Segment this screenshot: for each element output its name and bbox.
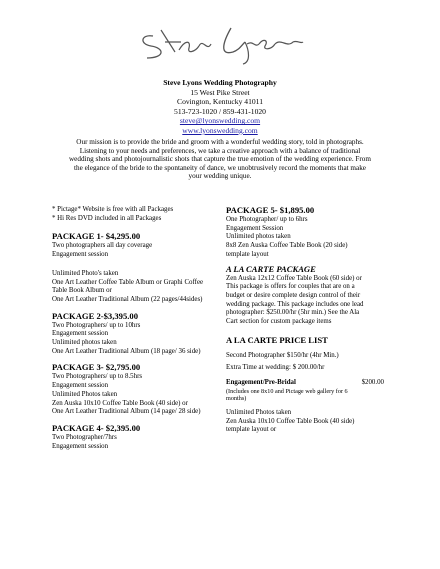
package-2-heading: PACKAGE 2-$3,395.00 [52, 310, 139, 321]
package-1-line: Unlimited Photo's taken [52, 269, 119, 277]
package-1-line: Table Book Album or [52, 287, 112, 295]
package-5-line: Engagement Session [226, 224, 284, 232]
package-2-line: Engagement session [52, 330, 109, 338]
street-address: 15 West Pike Street [190, 87, 250, 97]
package-3-line: Unlimited Photos taken [52, 390, 118, 398]
package-4-line: Two Photographer/7hrs [52, 433, 117, 441]
package-3-heading: PACKAGE 3- $2,795.00 [52, 362, 141, 373]
bridal-price: $200.00 [361, 379, 384, 387]
package-2-line: One Art Leather Traditional Album (18 page/ 36 side) [52, 347, 201, 355]
package-note: * Hi Res DVD included in all Packages [52, 214, 162, 222]
email-link[interactable]: steve@lyonswedding.com [179, 116, 261, 126]
package-2-line: Two Photographers/ up to 10hrs [52, 321, 141, 329]
mission-statement [44, 138, 396, 181]
price-list-line: template layout or [226, 426, 277, 434]
price-list-line: Unlimited Photos taken [226, 409, 292, 417]
package-3-line: Zen Auska 10x10 Coffee Table Book (40 side) or [52, 399, 188, 407]
business-name: Steve Lyons Wedding Photography [163, 78, 277, 87]
right-column [226, 205, 406, 435]
package-1-line: One Art Leather Traditional Album (22 pages/44sides) [52, 295, 203, 303]
price-list-heading: A LA CARTE PRICE LIST [226, 334, 328, 345]
second-photographer-price: Second Photographer $150/hr (4hr Min.) [226, 351, 339, 359]
mission-line: Listening to your needs and preferences, we take a creative approach with a balance of traditional [79, 146, 361, 155]
package-1-line: Two photographers all day coverage [52, 242, 153, 250]
a-la-carte-line: Zen Auska 12x12 Coffee Table Book (60 side) or [226, 274, 362, 282]
package-note: * Pictage* Website is free with all Packages [52, 206, 174, 213]
a-la-carte-line: budget or desire complete design control of their [226, 291, 361, 299]
mission-line: wedding shots and photojournalistic shots that capture the true emotion of the wedding experience. From [68, 155, 371, 164]
package-5-line: 8x8 Zen Auska Coffee Table Book (20 side) [226, 242, 348, 250]
phone-numbers: 513-723-1020 / 859-431-1020 [174, 106, 266, 116]
extra-time-price: Extra Time at wedding: $ 200.00/hr [226, 364, 325, 372]
package-4-line: Engagement session [52, 442, 109, 450]
bridal-note: (Includes one 8x10 and Pictage web gallery for 6 [226, 387, 348, 395]
price-list-line: Zen Auska 10x10 Coffee Table Book (40 side) [226, 417, 355, 425]
package-3-line: One Art Leather Traditional Album (14 page/ 28 side) [52, 408, 201, 416]
package-5-heading: PACKAGE 5- $1,895.00 [226, 205, 315, 215]
website-link[interactable]: www.lyonswedding.com [182, 125, 258, 135]
city-address: Covington, Kentucky 41011 [177, 97, 263, 107]
bridal-note: months) [226, 395, 247, 403]
package-2-line: Unlimited photos taken [52, 339, 117, 347]
a-la-carte-line: wedding package. This package includes one lead [226, 300, 364, 308]
package-3-line: Engagement session [52, 382, 109, 390]
package-1-line: Engagement session [52, 251, 109, 259]
package-5-line: template layout [226, 250, 269, 258]
steve-lyons-signature-logo [135, 22, 305, 66]
package-1-line: One Art Leather Coffee Table Album or Graphi Coffee [52, 278, 204, 286]
mission-line: your wedding unique. [188, 172, 252, 181]
mission-line: Our mission is to provide the bride and groom with a wonderful wedding story, told in photographs. [76, 138, 364, 146]
bridal-label: Engagement/Pre-Bridal [226, 379, 296, 387]
package-1-heading: PACKAGE 1- $4,295.00 [52, 231, 141, 242]
package-3-line: Two Photographers/ up to 8.5hrs [52, 373, 143, 381]
a-la-carte-line: photographer: $250.00/hr (5hr min.) See the Ala [226, 309, 360, 317]
package-5-line: Unlimited photos taken [226, 233, 291, 241]
mission-line: the elegance of the bride to the spontaneity of dance, we unobtrusively record the moments that make [74, 163, 366, 172]
package-5-line: One Photographer/ up to 6hrs [226, 216, 308, 223]
bridal-price-row [226, 379, 384, 388]
a-la-carte-heading: A LA CARTE PACKAGE [226, 263, 316, 274]
left-column [52, 206, 232, 451]
package-4-heading: PACKAGE 4- $2,395.00 [52, 422, 141, 433]
contact-header [0, 78, 440, 136]
a-la-carte-line: This package is offers for couples that are on a [226, 283, 355, 291]
a-la-carte-line: Cart section for custom package items [226, 318, 332, 326]
